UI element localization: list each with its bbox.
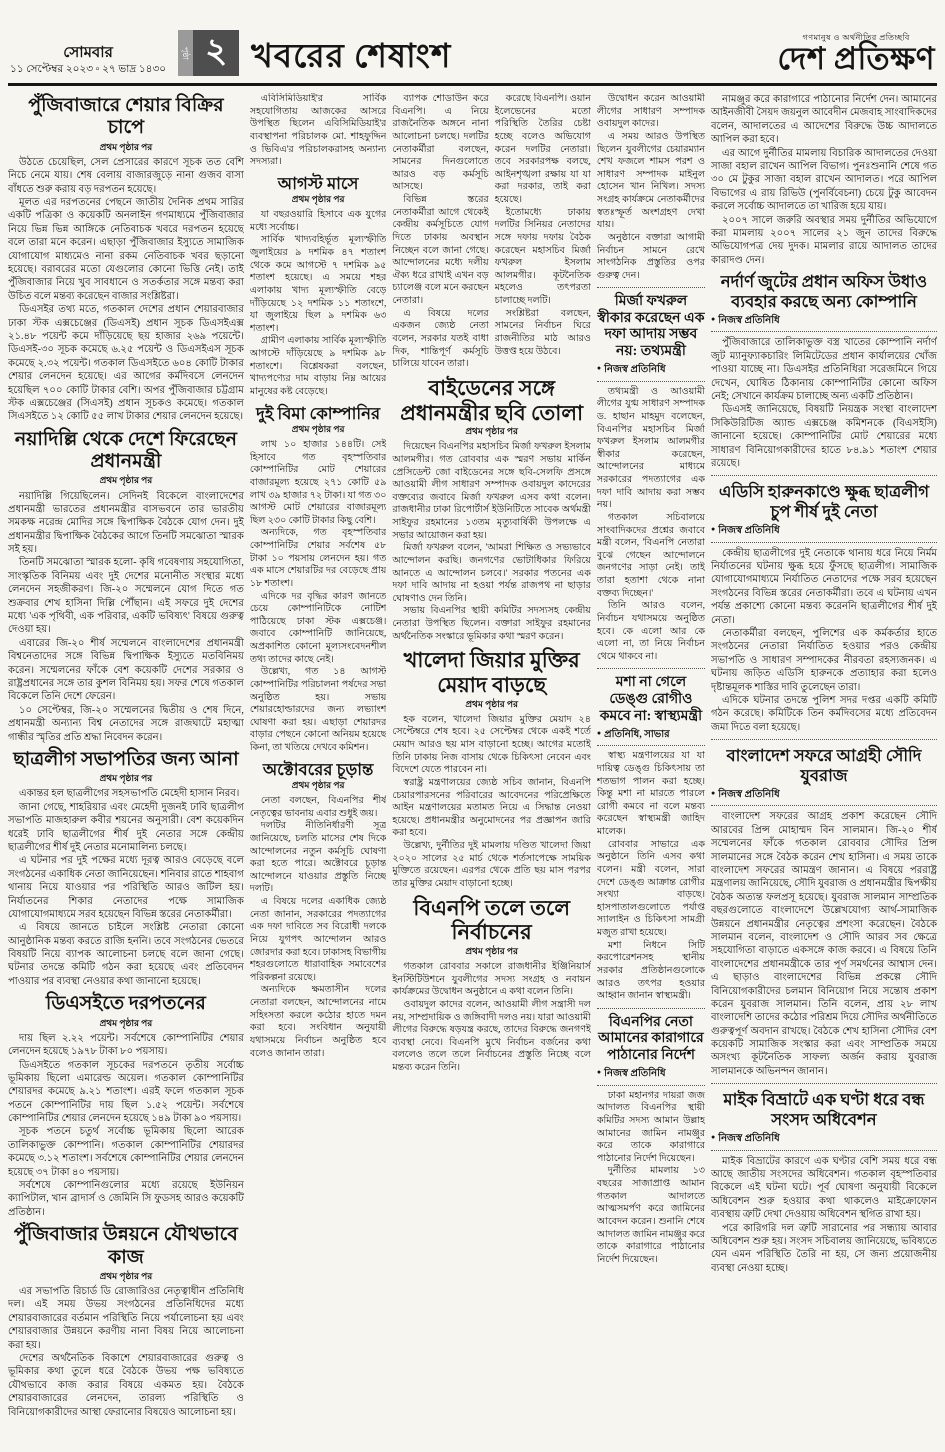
continued-from-label: প্রথম পৃষ্ঠার পর [465, 698, 518, 709]
byline-bullet-icon: ● [596, 1068, 602, 1077]
body-paragraph: সংশ্লিষ্টরা বলছেন, সামনের নির্বাচন ঘিরে রাজনীতির মাঠ আরও উত্তপ্ত হয়ে উঠবে। [494, 308, 591, 357]
news-story [597, 287, 705, 663]
page-number: ২ [193, 30, 239, 76]
news-story [711, 1083, 937, 1275]
body-paragraph: নামঞ্জুর করে কারাগারে পাঠানোর নির্দেশ দেন। আমানের আইনজীবী সৈয়দ জয়নুল আবেদীন মেজবাহ সাংবাদিকদের বলেন, আদালতের এ আদেশের বিরুদ্ধে উচ্চ আদালতে আপিল করা হবে। [710, 94, 937, 146]
story-headline: ছাত্রলীগ সভাপতির জন্য আনা [13, 748, 239, 770]
news-story [597, 93, 705, 282]
story-headline: মির্জা ফখরুল স্বীকার করেছেন এক দফা আদায় সম্ভব নয়: তথ্যমন্ত্রী [597, 294, 705, 359]
body-paragraph: মূলত এর দরপতনের পেছনে জাতীয় দৈনিক প্রথম সারির একটি পত্রিকা ও কয়েকটি অনলাইন গণমাধ্যমে পুঁজিবাজার নিয়ে ভিন্ন ভিন্ন আঙ্গিকে নেতিবাচক খবরে দরপতন হয়েছে বলে তারা মনে করেন। এছাড়া পুঁজিবাজার ইস্যুতে সামাজিক যোগাযোগ মাধ্যমেও নানা রকম নেতিবাচক খবর ছড়ানো হয়েছে। বরাবরের মতো যেগুলোর কোনো ভিত্তি নেই। তাই পুঁজিবাজার নিয়ে খুব সাবধানে ও সতর্কতার সঙ্গে মন্তব্য করা উচিত বলে মন্তব্য করেছেন বাজার সংশ্লিষ্টরা। [8, 197, 244, 302]
news-story [250, 93, 387, 169]
subcolumn-right [495, 93, 591, 371]
story-headline: নয়াদিল্লি থেকে দেশে ফিরেছেন প্রধানমন্ত্রী [14, 428, 237, 473]
body-paragraph: এ বিষয়ে জানতে চাইলে সংশ্লিষ্ট নেতারা কোনো আনুষ্ঠানিক মন্তব্য করতে রাজি হননি। তবে সংগঠনের ভেতরে বিষয়টি নিয়ে ব্যাপক আলোচনা চলছে বলে জানা গেছে। ঘটনার তদন্তে কমিটি গঠন করা হয়েছে এবং প্রতিবেদন পাওয়ার পর ব্যবস্থা নেওয়ার কথা জানানো হয়েছে। [8, 922, 244, 987]
body-paragraph: অন্যদিকে ক্ষমতাসীন দলের নেতারা বলছেন, আন্দোলনের নামে সহিংসতা করলে কঠোর হাতে দমন করা হবে। সংবিধান অনুযায়ী যথাসময়ে নির্বাচন অনুষ্ঠিত হবে বলেও জানান তারা। [249, 985, 387, 1059]
body-paragraph: অন্যদিকে, গত বৃহস্পতিবার কোম্পানিটির শেয়ার সর্বশেষ ৫৮ টাকা ১০ পয়সায় লেনদেন হয়। গত এক মাসে শেয়ারটির দর বেড়েছে প্রায় ১৮ শতাংশ। [249, 528, 387, 589]
continued-from-label: প্রথম পৃষ্ঠার পর [465, 946, 518, 957]
body-paragraph: অনুষ্ঠানে বক্তারা আগামী নির্বাচন সামনে রেখে সাংগঠনিক প্রস্তুতির ওপর গুরুত্ব দেন। [596, 232, 705, 281]
body-paragraph: মশা নিধনে সিটি করপোরেশনসহ স্থানীয় সরকার প্রতিষ্ঠানগুলোকে আরও তৎপর হওয়ার আহ্বান জানান স্বাস্থ্যমন্ত্রী। [596, 940, 705, 1002]
date-line: ১১ সেপ্টেম্বর ২০২৩ ▫ ২৭ ভাদ্র ১৪৩০ [10, 63, 167, 75]
body-paragraph: এদিকে দর বৃদ্ধির কারণ জানতে চেয়ে কোম্পানিটিকে নোটিশ পাঠিয়েছে ঢাকা স্টক এক্সচেঞ্জ। জবাবে কোম্পানিটি জানিয়েছে, অপ্রকাশিত কোনো মূল্যসংবেদনশীল তথ্য তাদের কাছে নেই। [249, 591, 387, 665]
page-header [8, 30, 937, 86]
story-headline: বাংলাদেশ সফরে আগ্রহী সৌদি যুবরাজ [726, 746, 922, 785]
masthead [777, 34, 935, 76]
body-paragraph: দিয়েছেন বিএনপির মহাসচিব মির্জা ফখরুল ইসলাম আলমগীর। গত রোববার এক স্মরণ সভায় মার্কিন প্রেসিডেন্ট জো বাইডেনের সঙ্গে ছবি-সেলফি প্রসঙ্গে আওয়ামী লীগ সাধারণ সম্পাদক ওবায়দুল কাদেরের বক্তব্যের জবাবে মির্জা ফখরুল এসব কথা বলেন। রাজধানীর ঢাকা রিপোর্টার্স ইউনিটিতে সাবেক অর্থমন্ত্রী সাইফুর রহমানের ১৩তম মৃত্যুবার্ষিকী উপলক্ষে এ সভার আয়োজন করা হয়। [392, 442, 591, 541]
section-title: খবরের শেষাংশ [251, 39, 452, 75]
body-paragraph: ডিএসই জানিয়েছে, বিষয়টি নিয়ন্ত্রক সংস্থা বাংলাদেশ সিকিউরিটিজ অ্যান্ড এক্সচেঞ্জ কমিশনকে (বিএসইসি) জানানো হয়েছে। কোম্পানিটির মোট শেয়ারের মধ্যে সাধারণ বিনিয়োগকারীদের হাতে ৮৪.৯১ শতাংশ শেয়ার রয়েছে। [710, 404, 937, 469]
body-paragraph: এ বিষয়ে দলের একাধিক জ্যেষ্ঠ নেতা জানান, সরকারের পদত্যাগের এক দফা দাবিতে সব বিরোধী দলকে নিয়ে যুগপৎ আন্দোলন আরও জোরদার করা হবে। ঢাকাসহ বিভাগীয় শহরগুলোতে ধারাবাহিক সমাবেশের পরিকল্পনা রয়েছে। [249, 897, 387, 983]
news-story [711, 93, 937, 267]
masthead-title: দেশ প্রতিক্ষণ [777, 41, 935, 76]
news-story [250, 760, 387, 1061]
body-paragraph: এ বিষয়ে দলের একজন জ্যেষ্ঠ নেতা বলেন, সরকার যতই বাধা দিক, শান্তিপূর্ণ কর্মসূচি চালিয়ে যাবেন তারা। [392, 308, 489, 370]
story-headline: বাইডেনের সঙ্গে প্রধানমন্ত্রীর ছবি তোলা [400, 375, 584, 425]
byline: ● নিজস্ব প্রতিনিধি [711, 786, 937, 806]
news-story [392, 376, 590, 644]
story-headline: খালেদা জিয়ার মুক্তির মেয়াদ বাড়ছে [403, 648, 580, 698]
date-block [10, 44, 166, 76]
story-headline: পুঁজিবাজার উন্নয়নে যৌথভাবে কাজ [13, 1224, 238, 1268]
body-paragraph: দেশের অর্থনৈতিক বিকাশে শেয়ারবাজারের গুরুত্ব ও ভূমিকার কথা তুলে ধরে বৈঠকে উভয় পক্ষ ভবিষ্যতে যৌথভাবে কাজ করার বিষয়ে একমত হয়। বৈঠকে শেয়ারবাজারের লেনদেন, তারল্য পরিস্থিতি ও বিনিয়োগকারীদের আস্থা ফেরানোর বিষয়েও আলোচনা হয়। [8, 1353, 244, 1418]
body-paragraph: এ ঘটনার পর দুই পক্ষের মধ্যে দূরত্ব আরও বেড়েছে বলে সংগঠনের একাধিক নেতা জানিয়েছেন। শনিবার রাতে শাহবাগ থানায় নিয়ে যাওয়ার পর পরিস্থিতি আরও জটিল হয়। নির্যাতনের শিকার নেতাদের পক্ষে সামাজিক যোগাযোগমাধ্যমে সরব হয়েছেন বিভিন্ন স্তরের নেতাকর্মীরা। [8, 855, 244, 920]
body-paragraph: নেতাকর্মীরা বলছেন, পুলিশের এক কর্মকর্তার হাতে সংগঠনের নেতারা নির্যাতিত হওয়ার পরও কেন্দ্রীয় সভাপতি ও সাধারণ সম্পাদকের নীরবতা রহস্যজনক। এ ঘটনায় জড়িত এডিসি হারুনকে প্রত্যাহার করা হলেও দৃষ্টান্তমূলক শাস্তির দাবি তুলেছেন তারা। [710, 627, 937, 693]
byline-bullet-icon: ● [710, 1133, 716, 1142]
byline-bullet-icon: ● [710, 789, 716, 798]
body-paragraph: উঠতে চেয়েছিল, সেল প্রেসারের কারণে সূচক তত বেশি নিচে নেমে যায়। শেষ বেলায় বাজারজুড়ে নানা গুজব বাসা বাঁধতে শুরু করায় বড় দরপতন হয়েছে। [8, 156, 244, 195]
byline: ● নিজস্ব প্রতিনিধি [711, 522, 937, 542]
body-paragraph: ঢাকা মহানগর দায়রা জজ আদালত বিএনপির স্থায়ী কমিটির সদস্য আমান উল্লাহ আমানের জামিন নামঞ্জুর করে তাকে কারাগারে পাঠানোর নির্দেশ দিয়েছেন। [596, 1090, 705, 1164]
news-story [392, 93, 590, 371]
news-story [711, 739, 937, 1078]
body-paragraph: মির্জা ফখরুল বলেন, 'আমরা শিক্ষিত ও সভ্যভাবে আন্দোলন করছি। জনগণের ভোটাধিকার ফিরিয়ে আনতে এ আন্দোলন চলবে।' সরকার পতনের এক দফা দাবি আদায় না হওয়া পর্যন্ত রাজপথ না ছাড়ার ঘোষণাও দেন তিনি। [392, 543, 591, 604]
column-4 [597, 93, 705, 1445]
body-paragraph: ১০ সেপ্টেম্বর, জি-২০ সম্মেলনের দ্বিতীয় ও শেষ দিনে, প্রধানমন্ত্রী অন্যান্য বিশ্ব নেতাদের সঙ্গে রাজঘাটে মহাত্মা গান্ধীর স্মৃতির প্রতি শ্রদ্ধা নিবেদন করেন। [8, 704, 244, 743]
continued-from-label: প্রথম পৃষ্ঠার পর [99, 1017, 153, 1028]
body-paragraph: গতকাল রোববার সকালে রাজধানীর ইঞ্জিনিয়ার্স ইনস্টিটিউশনে যুবলীগের সদস্য সংগ্রহ ও নবায়ন কার্যক্রমের উদ্বোধন অনুষ্ঠানে এ কথা বলেন তিনি। [392, 962, 591, 998]
masthead-tagline: গণমানুষ ও অর্থনীতির প্রতিচ্ছবি [802, 33, 910, 42]
body-paragraph: এর আগে দুর্নীতির মামলায় বিচারিক আদালতের দেওয়া সাজা বহাল রাখেন আপিল বিভাগ। পুনঃশুনানি শেষে গত ৩০ মে টুকুর সাজা বহাল রাখেন আদালত। পরে আপিল বিভাগের এ রায় রিভিউ (পুনর্বিবেচনা) চেয়ে টুকু আবেদন করলে সর্বোচ্চ আদালতে তা খারিজ হয়ে যায়। [710, 147, 937, 213]
body-paragraph: দায় ছিল ২.২২ পয়েন্ট। সর্বশেষে কোম্পানিটির শেয়ার লেনদেন হয়েছে ১৯৭৮ টাকা ৮০ পয়সায়। [8, 1032, 244, 1058]
news-story [8, 1224, 244, 1419]
body-paragraph: গতকাল সচিবালয়ে সাংবাদিকদের প্রশ্নের জবাবে মন্ত্রী বলেন, 'বিএনপি নেতারা বুঝে গেছেন আন্দোলনে জনগণের সাড়া নেই। তাই তারা হতাশা থেকে নানা বক্তব্য দিচ্ছেন।' [596, 512, 705, 599]
byline: ● নিজস্ব প্রতিনিধি [711, 1130, 937, 1150]
byline: ● নিজস্ব প্রতিনিধি [711, 312, 937, 332]
body-paragraph: উল্লেখ্য, গত ১৪ আগস্ট কোম্পানিটির পরিচালনা পর্ষদের সভা অনুষ্ঠিত হয়। সভায় শেয়ারহোল্ডারদের জন্য লভ্যাংশ ঘোষণা করা হয়। এছাড়া শেয়ারদর বাড়ার পেছনে কোনো অনিয়ম হয়েছে কিনা, তা খতিয়ে দেখবে কমিশন। [249, 667, 387, 753]
body-paragraph: বিভিন্ন স্তরের নেতাকর্মীরা আগে থেকেই কেন্দ্রীয় কর্মসূচিতে যোগ দিতে ঢাকায় অবস্থান নিচ্ছেন বলে জানা গেছে। আন্দোলনের মধ্যে দলীয় ঐক্য ধরে রাখাই এখন বড় চ্যালেঞ্জ বলে মনে করছেন নেতারা। [392, 195, 489, 306]
continued-from-label: প্রথম পৃষ্ঠার পর [99, 141, 153, 152]
body-paragraph: দলটির নীতিনির্ধারণী সূত্র জানিয়েছে, চলতি মাসের শেষ দিকে আন্দোলনের নতুন কর্মসূচি ঘোষণা করা হতে পারে। অক্টোবরে চূড়ান্ত আন্দোলনে যাওয়ার প্রস্তুতি নিচ্ছে দলটি। [249, 821, 387, 895]
body-paragraph: একান্তর হল ছাত্রলীগের সহসভাপতি মেহেদী হাসান নিরব। [19, 788, 240, 800]
page-strip-label: পৃষ্ঠা [178, 30, 193, 76]
body-paragraph: পরে কারিগরি দল ত্রুটি সারানোর পর সন্ধ্যায় আবার অধিবেশন শুরু হয়। সংসদ সচিবালয় জানিয়েছে, ভবিষ্যতে যেন এমন পরিস্থিতি তৈরি না হয়, সে জন্য প্রয়োজনীয় ব্যবস্থা নেওয়া হচ্ছে। [710, 1222, 937, 1274]
news-story [8, 95, 244, 424]
byline-bullet-icon: ● [596, 364, 602, 373]
story-headline: আগস্ট মাসে [277, 173, 359, 193]
story-headline: বিএনপি তলে তলে নির্বাচনের [413, 895, 570, 945]
body-paragraph: এর সভাপতি রিচার্ড ডি রোজারিওর নেতৃত্বাধীন প্রতিনিধি দল। এই সময় উভয় সংগঠনের প্রতিনিধিদের মধ্যে শেয়ারবাজারের বর্তমান পরিস্থিতি নিয়ে পর্যালোচনা হয় এবং শেয়ারবাজার উন্নয়নে করণীয় নানা বিষয় নিয়ে আলোচনা করা হয়। [8, 1286, 244, 1351]
news-story [711, 475, 937, 734]
body-paragraph: বাংলাদেশ সফরের আগ্রহ প্রকাশ করেছেন সৌদি আরবের প্রিন্স মোহাম্মদ বিন সালমান। জি-২০ শীর্ষ সম্মেলনের ফাঁকে গতকাল রোববার সৌদির প্রিন্স সালমানের সঙ্গে বৈঠক করেন শেখ হাসিনা। এ সময় তাকে বাংলাদেশ সফরের আমন্ত্রণ জানান। এ বিষয়ে পররাষ্ট্র মন্ত্রণালয় জানিয়েছে, সৌদি যুবরাজ ও প্রধানমন্ত্রীর দ্বিপক্ষীয় বৈঠক অত্যন্ত ফলপ্রসূ হয়েছে। যুবরাজ সালমান সাম্প্রতিক বছরগুলোতে বাংলাদেশে উল্লেখযোগ্য আর্থ-সামাজিক উন্নয়নে প্রধানমন্ত্রীর নেতৃত্বের প্রশংসা করেছেন। বৈঠকে সালমান বলেন, বাংলাদেশ ও সৌদি আরব সব ক্ষেত্রে সহযোগিতা বাড়াতে একসঙ্গে কাজ করবে। এ বিষয়ে তিনি বাংলাদেশের প্রধানমন্ত্রীকে তার পূর্ণ সমর্থনের আশ্বাস দেন। এ ছাড়াও বাংলাদেশের বিভিন্ন প্রকল্পে সৌদি বিনিয়োগকারীদের চলমান বিনিয়োগ নিয়ে সন্তোষ প্রকাশ করেন যুবরাজ সালমান। তিনি বলেন, প্রায় ২৮ লাখ বাংলাদেশি তাদের কঠোর পরিশ্রম দিয়ে সৌদির অর্থনীতিতে গুরুত্বপূর্ণ অবদান রাখছে। বৈঠকে শেখ হাসিনা সৌদির বেশ কয়েকটি সামাজিক সংস্কার করা এবং সাম্প্রতিক সময়ে অসংখ্য কূটনৈতিক সাফল্য অর্জন করায় যুবরাজ সালমানকে অভিনন্দন জানান। [710, 811, 937, 1077]
body-paragraph: ব্যাপক শোডাউন করে বিএনপি। এ নিয়ে রাজনৈতিক অঙ্গনে নানা আলোচনা চলছে। দলটির নেতাকর্মীরা বলছেন, সামনের দিনগুলোতে আরও বড় কর্মসূচি আসছে। [392, 94, 489, 193]
body-paragraph: সার্বিক খাদ্যবহির্ভূত মূল্যস্ফীতি জুলাইয়ের ৯ দশমিক ৪৭ শতাংশ থেকে কমে আগস্টে ৭ দশমিক ৯৫ শতাংশ হয়েছে। এ সময়ে শহর এলাকায় খাদ্য মূল্যস্ফীতি বেড়ে দাঁড়িয়েছে ১২ দশমিক ১১ শতাংশে, যা জুলাইয়ে ছিল ৯ দশমিক ৬৩ শতাংশ। [249, 235, 387, 334]
body-paragraph: ডিএসইতে গতকাল সূচকের দরপতনে তৃতীয় সর্বোচ্চ ভূমিকায় ছিলো এমারেল্ড অয়েল। গতকাল কোম্পানিটির শেয়ারদর কমেছে ৯.২১ শতাংশ। এরই ফলে গতকাল সূচক পতনে কোম্পানিটির দায় ছিল ১.৫২ পয়েন্ট। সর্বশেষে কোম্পানিটির শেয়ার লেনদেন হয়েছে ১৪৯ টাকা ৯০ পয়সায়। [8, 1059, 244, 1125]
continued-from-label: প্রথম পৃষ্ঠার পর [99, 773, 153, 784]
body-paragraph: স্বরাষ্ট্র মন্ত্রণালয়ের জ্যেষ্ঠ সচিব জানান, বিএনপি চেয়ারপারসনের পরিবারের আবেদনের পরিপ্রেক্ষিতে আইন মন্ত্রণালয়ের মতামত নিয়ে এ সিদ্ধান্ত নেওয়া হয়েছে। প্রধানমন্ত্রীর অনুমোদনের পর প্রজ্ঞাপন জারি করা হবে। [392, 777, 591, 839]
body-paragraph: রোববার সাভারে এক অনুষ্ঠানে তিনি এসব কথা বলেন। মন্ত্রী বলেন, সারা দেশে ডেঙ্গু আক্রান্ত রোগীর সংখ্যা বাড়ছে। হাসপাতালগুলোতে পর্যাপ্ত স্যালাইন ও চিকিৎসা সামগ্রী মজুত রাখা হয়েছে। [596, 839, 705, 939]
story-headline: পুঁজিবাজারে শেয়ার বিক্রির চাপে [28, 95, 224, 139]
story-headline: ডিএসইতে দরপতনের [45, 993, 206, 1015]
body-paragraph: তথ্যমন্ত্রী ও আওয়ামী লীগের যুগ্ম সাধারণ সম্পাদক ড. হাছান মাহমুদ বলেছেন, বিএনপির মহাসচিব মির্জা ফখরুল ইসলাম আলমগীর স্বীকার করেছেন, আন্দোলনের মাধ্যমে সরকারের পদত্যাগের এক দফা দাবি আদায় করা সম্ভব নয়। [596, 386, 705, 511]
body-paragraph: করেছে বিএনপি। ওয়ান ইলেভেনের মতো পরিস্থিতি তৈরির চেষ্টা হচ্ছে বলেও অভিযোগ করেন দলটির নেতারা। তবে সরকারপক্ষ বলছে, আইনশৃঙ্খলা রক্ষায় যা যা করা দরকার, তাই করা হয়েছে। [494, 94, 591, 205]
body-paragraph: জানা গেছে, শাহরিয়ার এবং মেহেদী দুজনই ঢাবি ছাত্রলীগ সভাপতি মাজহারুল কবীর শয়নের অনুসারী। বেশ কয়েকদিন ধরেই ঢাবি ছাত্রলীগের শীর্ষ দুই নেতার সঙ্গে কেন্দ্রীয় ছাত্রলীগের শীর্ষ দুই নেতার মনোমালিন্য চলছে। [8, 801, 244, 853]
body-paragraph: উল্লেখ্য, দুর্নীতির দুই মামলায় দণ্ডিত খালেদা জিয়া ২০২০ সালের ২৫ মার্চ থেকে শর্তসাপেক্ষে সাময়িক মুক্তিতে রয়েছেন। এরপর থেকে প্রতি ছয় মাস পরপর তার মুক্তির মেয়াদ বাড়ানো হচ্ছে। [392, 841, 591, 889]
body-paragraph: সভায় বিএনপির স্থায়ী কমিটির সদস্যসহ কেন্দ্রীয় নেতারা উপস্থিত ছিলেন। বক্তারা সাইফুর রহমানের অর্থনৈতিক সংস্কারে ভূমিকার কথা স্মরণ করেন। [392, 606, 591, 642]
story-headline: দুই বিমা কোম্পানির [256, 403, 381, 423]
story-headline: বিএনপির নেতা আমানের কারাগারে পাঠানোর নির্দেশ [598, 1014, 704, 1063]
subcolumn-left [392, 93, 488, 371]
continued-from-label: প্রথম পৃষ্ঠার পর [465, 426, 518, 437]
story-headline: মশা না গেলে ডেঙ্গু রোগীও কমবে না: স্বাস্থ্যমন্ত্রী [599, 675, 703, 724]
body-paragraph: এবিসিমিডিয়াই'র সার্বিক সহযোগিতায় আজকের আসরে উপস্থিত ছিলেন এবিসিমিডিয়াই'র ব্যবস্থাপনা পরিচালক মো. শাহফুদ্দিন ও ভিবিএ'র পরিচালকরাসহ অন্যান্য সদস্যরা। [249, 94, 387, 168]
news-story [8, 993, 244, 1219]
byline: ● নিজস্ব প্রতিনিধি [597, 361, 705, 381]
body-paragraph: গ্রামীণ এলাকায় সার্বিক মূল্যস্ফীতি আগস্টে দাঁড়িয়েছে ৯ দশমিক ৯৮ শতাংশে। বিশ্লেষকরা বলছেন, খাদ্যপণ্যের দাম বাড়ায় নিম্ন আয়ের মানুষের কষ্ট বেড়েছে। [249, 336, 387, 397]
body-paragraph: যা বছরওয়ারি হিসাবে এক যুগের মধ্যে সর্বোচ্চ। [249, 210, 387, 233]
body-paragraph: পুঁজিবাজারে তালিকাভুক্ত বস্ত্র খাতের কোম্পানি নর্দার্ণ জুট ম্যানুফ্যাকচারিং লিমিটেডের প্রধান কার্যালয়ের খোঁজ পাওয়া যাচ্ছে না। ডিএসইর প্রতিনিধিরা সরেজমিনে গিয়ে দেখেন, ঘোষিত ঠিকানায় কোম্পানিটির কোনো অফিস নেই; সেখানে কার্যক্রম চালাচ্ছে অন্য একটি প্রতিষ্ঠান। [710, 337, 937, 402]
news-story [597, 1008, 705, 1267]
body-paragraph: কেন্দ্রীয় ছাত্রলীগের দুই নেতাকে থানায় ধরে নিয়ে নির্মম নির্যাতনের ঘটনায় ক্ষুব্ধ হয়ে ফুঁসছে ছাত্রলীগ। সামাজিক যোগাযোগমাধ্যমে নির্যাতিত নেতাদের পক্ষে সরব হয়েছেন সংগঠনের বিভিন্ন স্তরের নেতাকর্মীরা। তবে এ ঘটনায় এখন পর্যন্ত প্রকাশ্যে কোনো মন্তব্য করেননি ছাত্রলীগের শীর্ষ দুই নেতা। [710, 547, 937, 626]
news-story [392, 896, 590, 1075]
continued-from-label: প্রথম পৃষ্ঠার পর [99, 475, 153, 486]
body-paragraph: এদিকে ঘটনার তদন্তে পুলিশ সদর দপ্তর একটি কমিটি গঠন করেছে। কমিটিকে তিন কর্মদিবসের মধ্যে প্রতিবেদন জমা দিতে বলা হয়েছে। [710, 694, 937, 733]
body-paragraph: এ সময় আরও উপস্থিত ছিলেন যুবলীগের চেয়ারম্যান শেখ ফজলে শামস পরশ ও সাধারণ সম্পাদক মাইনুল হোসেন খান নিখিল। সদস্য সংগ্রহ কার্যক্রমে নেতাকর্মীদের স্বতঃস্ফূর্ত অংশগ্রহণ দেখা যায়। [596, 131, 705, 231]
continued-from-label: প্রথম পৃষ্ঠার পর [99, 1271, 153, 1281]
column-5 [711, 93, 937, 1445]
body-paragraph: সর্বশেষে কোম্পানিগুলোর মধ্যে রয়েছে ইউনিয়ন ক্যাপিটাল, খান ব্রাদার্স ও জেমিনি সি ফুডসহ আরও কয়েকটি প্রতিষ্ঠান। [8, 1180, 244, 1218]
body-paragraph: সূচক পতনে চতুর্থ সর্বোচ্চ ভূমিকায় ছিলো আরেক তালিকাভুক্ত কোম্পানি। গতকাল কোম্পানিটির শেয়ারদর কমেছে ৩.১২ শতাংশ। সর্বশেষে কোম্পানিটির শেয়ার লেনদেন হয়েছে ৩৭ টাকা ৪০ পয়সায়। [8, 1126, 244, 1178]
body-paragraph: এবারের জি-২০ শীর্ষ সম্মেলনে বাংলাদেশের প্রধানমন্ত্রী বিশ্বনেতাদের সঙ্গে বিভিন্ন দ্বিপাক্ষিক ইস্যুতে মতবিনিময় করেন। সম্মেলনের ফাঁকে বেশ কয়েকটি দেশের সরকার ও রাষ্ট্রপ্রধানের সঙ্গে তার কুশল বিনিময় হয়। সফর শেষে গতকাল বিকেলে তিনি দেশে ফেরেন। [8, 637, 244, 703]
news-story [250, 174, 387, 399]
body-paragraph: ২০০৭ সালে জরুরি অবস্থার সময় দুর্নীতির অভিযোগে করা মামলায় ২০০৭ সালের ২১ জুন তাদের বিরুদ্ধে অভিযোগপত্র দেয় দুদক। মামলার রায়ে আদালত তাদের কারাদণ্ড দেন। [710, 214, 937, 266]
story-headline: অক্টোবরের চূড়ান্ত [262, 759, 374, 779]
news-story [8, 429, 244, 744]
story-headline: নর্দার্ণ জুটের প্রধান অফিস উধাও ব্যবহার করছে অন্য কোম্পানি [720, 272, 928, 311]
page-number-box [178, 30, 239, 76]
byline-bullet-icon: ● [596, 729, 602, 738]
body-paragraph: মাইক বিভ্রাটের কারণে এক ঘণ্টার বেশি সময় ধরে বন্ধ আছে জাতীয় সংসদের অধিবেশন। গতকাল বৃহস্পতিবার বিকেলে এই ঘটনা ঘটে। পূর্ব ঘোষণা অনুযায়ী বিকেলে অধিবেশন শুরু হওয়ার কথা থাকলেও মাইক্রোফোন ব্যবস্থায় ত্রুটি দেখা দেওয়ায় অধিবেশন স্থগিত রাখা হয়। [710, 1155, 937, 1221]
byline: ● নিজস্ব প্রতিনিধি [597, 1065, 705, 1085]
column-2 [250, 93, 387, 1445]
body-paragraph: তিনি আরও বলেন, নির্বাচন যথাসময়ে অনুষ্ঠিত হবে। কে এলো আর কে এলো না, তা নিয়ে নির্বাচন থেমে থাকবে না। [596, 601, 705, 662]
column-1 [8, 93, 244, 1445]
body-paragraph: নেতা বলছেন, বিএনপির শীর্ষ নেতৃত্বের ভাবনায় এবার শুধুই জয়। [249, 796, 387, 819]
news-story [711, 272, 937, 470]
news-story [8, 749, 244, 988]
news-story [392, 648, 590, 890]
column-grid [8, 86, 937, 1445]
body-paragraph: হক বলেন, খালেদা জিয়ার মুক্তির মেয়াদ ২৪ সেপ্টেম্বরে শেষ হবে। ২৫ সেপ্টেম্বর থেকে একই শর্তে মেয়াদ আরও ছয় মাস বাড়ানো হচ্ছে। আগের মতোই তিনি ঢাকায় নিজ বাসায় থেকে চিকিৎসা নেবেন এবং বিদেশে যেতে পারবেন না। [392, 714, 591, 776]
byline: ● প্রতিনিধি, সাভার [597, 726, 705, 746]
body-paragraph: ওবায়দুল কাদের বলেন, আওয়ামী লীগ সন্ত্রাসী দল নয়, সাম্প্রদায়িক ও জঙ্গিবাদী দলও নয়। যারা আওয়ামী লীগের বিরুদ্ধে ষড়যন্ত্র করছে, তাদের বিরুদ্ধে জনগণই ব্যবস্থা নেবে। বিএনপি মুখে নির্বাচন বর্জনের কথা বললেও তলে তলে নির্বাচনের প্রস্তুতি নিচ্ছে বলে মন্তব্য করেন তিনি। [392, 999, 591, 1073]
body-paragraph: স্বাস্থ্য মন্ত্রণালয়ের যা যা দায়িত্ব ডেঙ্গু চিকিৎসায় তা শতভাগ পালন করা হচ্ছে। কিন্তু মশা না মারতে পারলে রোগী কমবে না বলে মন্তব্য করেছেন স্বাস্থ্যমন্ত্রী জাহিদ মালেক। [596, 751, 705, 838]
body-paragraph: ডিএসইর তথ্য মতে, গতকাল দেশের প্রধান শেয়ারবাজার ঢাকা স্টক এক্সচেঞ্জের (ডিএসই) প্রধান সূচক ডিএসইএক্স ২১.৪৮ পয়েন্ট কমে দাঁড়িয়েছে ছয় হাজার ২৬৯ পয়েন্টে। ডিএসই-৩০ সূচক কমেছে ৬.২৫ পয়েন্ট ও ডিএসইএস সূচক কমেছে ২.৩২ পয়েন্ট। গতকাল ডিএসইতে ৬০৪ কোটি টাকার শেয়ার লেনদেন হয়েছে। এর আগের কর্মদিবসে লেনদেন হয়েছিল ৭০০ কোটি টাকার বেশি। অপর পুঁজিবাজার চট্টগ্রাম স্টক এক্সচেঞ্জের (সিএসই) প্রধান সূচকও কমেছে। গতকাল সিএসইতে ১২ কোটি ৫৫ লাখ টাকার শেয়ার লেনদেন হয়েছে। [8, 304, 244, 423]
weekday-label: সোমবার [63, 45, 113, 62]
body-paragraph: উদ্বোধন করেন আওয়ামী লীগের সাধারণ সম্পাদক ওবায়দুল কাদের। [596, 94, 705, 130]
body-paragraph: নয়াদিল্লি গিয়েছিলেন। সেদিনই বিকেলে বাংলাদেশের প্রধানমন্ত্রী ভারতের প্রধানমন্ত্রীর বাসভবনে তার ভারতীয় সমকক্ষ নরেন্দ্র মোদির সঙ্গে দ্বিপাক্ষিক বৈঠকে যোগ দেন। দুই প্রধানমন্ত্রীর দ্বিপাক্ষিক বৈঠকের আগে তিনটি সমঝোতা স্মারক সই হয়। [8, 490, 244, 556]
body-paragraph: দুর্নীতির মামলায় ১৩ বছরের সাজাপ্রাপ্ত আমান গতকাল আদালতে আত্মসমর্পণ করে জামিনের আবেদন করেন। শুনানি শেষে আদালত জামিন নামঞ্জুর করে তাকে কারাগারে পাঠানোর নির্দেশ দিয়েছেন। [596, 1166, 705, 1265]
continued-from-label: প্রথম পৃষ্ঠার পর [291, 424, 345, 435]
body-paragraph: ইতোমধ্যে ঢাকায় দলটির সিনিয়র নেতাদের সঙ্গে দফায় দফায় বৈঠক করেছেন মহাসচিব মির্জা ফখরুল ইসলাম আলমগীর। কূটনৈতিক মহলেও তৎপরতা চালাচ্ছে দলটি। [494, 207, 591, 306]
continued-from-label: প্রথম পৃষ্ঠার পর [291, 194, 345, 205]
byline-bullet-icon: ● [710, 315, 716, 324]
two-subcolumn-text [392, 93, 590, 371]
story-headline: মাইক বিভ্রাটে এক ঘণ্টা ধরে বন্ধ সংসদ অধিবেশন [723, 1090, 925, 1129]
story-headline: এডিসি হারুনকাণ্ডে ক্ষুব্ধ ছাত্রলীগ চুপ শীর্ষ দুই নেতা [718, 482, 930, 521]
body-paragraph: তিনটি সমঝোতা স্মারক হলো- কৃষি গবেষণায় সহযোগিতা, সাংস্কৃতিক বিনিময় এবং দুই দেশের মনোনীত সংস্থার মধ্যে লেনদেন সহজীকরণ। জি-২০ সম্মেলনে যোগ দিতে গত শুক্রবার শেখ হাসিনা দিল্লি পৌঁছান। এই সফরে দুই দেশের মধ্যে 'এক পৃথিবী, এক পরিবার, একটি ভবিষ্যৎ' বিষয়ে গুরুত্ব দেওয়া হয়। [8, 557, 244, 636]
body-paragraph: লাখ ১০ হাজার ১৪৪টি। সেই হিসাবে গত বৃহস্পতিবার কোম্পানিটির মোট শেয়ারের বাজারমূল্য হয়েছে ২৭১ কোটি ৫৯ লাখ ৩৯ হাজার ৭২ টাকা। যা গত ৩০ আগস্ট মোট শেয়ারের বাজারমূল্য ছিল ২৩০ কোটি টাকার কিছু বেশি। [249, 440, 387, 526]
continued-from-label: প্রথম পৃষ্ঠার পর [291, 780, 345, 791]
byline-bullet-icon: ● [710, 525, 716, 534]
news-story [597, 668, 705, 1002]
news-story [250, 404, 387, 755]
column-3 [392, 93, 590, 1445]
